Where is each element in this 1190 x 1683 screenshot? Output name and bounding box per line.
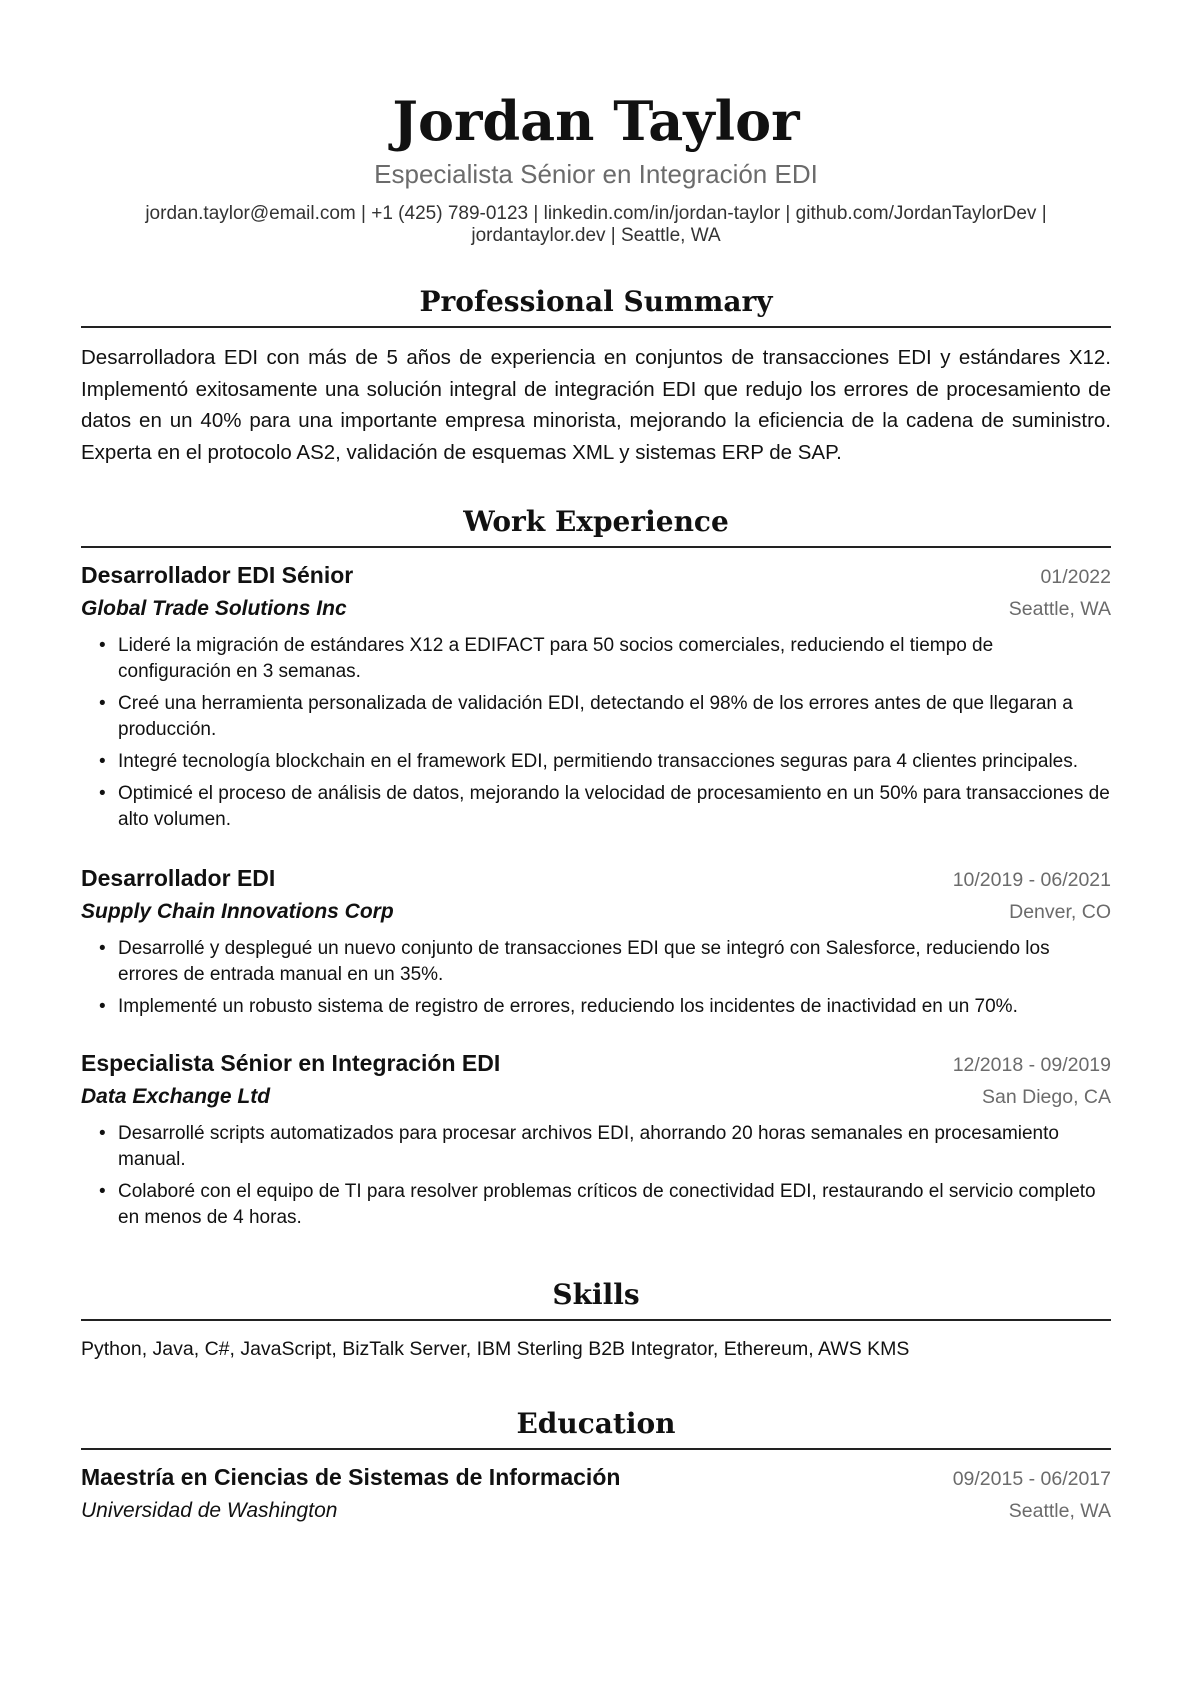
- job-bullet: • Optimicé el proceso de análisis de datos, mejorando la velocidad de procesamiento en un 50% para transacciones de alto volumen.: [118, 781, 1111, 833]
- resume-header: [81, 0, 1111, 247]
- skills-list: Python, Java, C#, JavaScript, BizTalk Server, IBM Sterling B2B Integrator, Ethereum, AWS KMS: [81, 1338, 910, 1360]
- job-bullet: • Creé una herramienta personalizada de validación EDI, detectando el 98% de los errores antes de que llegaran a producción.: [118, 691, 1111, 743]
- job-date: 01/2022: [1040, 566, 1111, 588]
- job-entry: [81, 1048, 1111, 1231]
- candidate-title: Especialista Sénior en Integración EDI: [374, 159, 818, 189]
- job-bullets: [81, 936, 1111, 1020]
- company-name: Global Trade Solutions Inc: [81, 597, 347, 620]
- job-title: Especialista Sénior en Integración EDI: [81, 1050, 501, 1076]
- job-bullet: • Lideré la migración de estándares X12 a EDIFACT para 50 socios comerciales, reduciendo el tiempo de configuración en 3 semanas.: [118, 633, 1111, 685]
- contact-info: [81, 203, 1111, 247]
- job-bullets: [81, 633, 1111, 833]
- education-section: [81, 1404, 1111, 1527]
- job-title: Desarrollador EDI: [81, 865, 276, 891]
- summary-divider: [81, 326, 1111, 328]
- experience-section: [81, 502, 1111, 1231]
- job-location: Seattle, WA: [1008, 598, 1111, 620]
- skills-section: [81, 1275, 1111, 1363]
- job-entry: [81, 560, 1111, 833]
- job-date: 10/2019 - 06/2021: [952, 869, 1111, 891]
- education-entry: [81, 1462, 1111, 1527]
- experience-heading: Work Experience: [463, 505, 729, 538]
- job-bullets: [81, 1121, 1111, 1231]
- job-title: Desarrollador EDI Sénior: [81, 562, 354, 588]
- education-location: Seattle, WA: [1008, 1500, 1111, 1522]
- job-bullet: • Desarrollé scripts automatizados para procesar archivos EDI, ahorrando 20 horas semanales en procesamiento manual.: [118, 1121, 1111, 1173]
- summary-text: Desarrolladora EDI con más de 5 años de experiencia en conjuntos de transacciones EDI y estándares X12. Implementó exitosamente una solución integral de integración EDI que redujo los errores de procesamiento de datos en un 40% para una importante empresa minorista, mejorando la eficiencia de la cadena de suministro. Experta en el protocolo AS2, validación de esquemas XML y sistemas ERP de SAP.: [81, 346, 1111, 464]
- degree-name: Maestría en Ciencias de Sistemas de Información: [81, 1464, 621, 1490]
- job-date: 12/2018 - 09/2019: [952, 1054, 1111, 1076]
- job-bullet: • Desarrollé y desplegué un nuevo conjunto de transacciones EDI que se integró con Salesforce, reduciendo los errores de entrada manual en un 35%.: [118, 936, 1111, 988]
- school-name: Universidad de Washington: [81, 1499, 338, 1522]
- contact-line-1: jordan.taylor@email.com | +1 (425) 789-0123 | linkedin.com/in/jordan-taylor | github.com/JordanTaylorDev |: [145, 203, 1047, 224]
- experience-divider: [81, 546, 1111, 548]
- job-bullet: • Colaboré con el equipo de TI para resolver problemas críticos de conectividad EDI, restaurando el servicio completo en menos de 4 horas.: [118, 1179, 1111, 1231]
- job-location: San Diego, CA: [982, 1086, 1111, 1108]
- skills-heading: Skills: [552, 1278, 640, 1311]
- contact-line-2: jordantaylor.dev | Seattle, WA: [471, 225, 721, 246]
- resume-page: [81, 0, 1111, 1527]
- education-divider: [81, 1448, 1111, 1450]
- company-name: Supply Chain Innovations Corp: [81, 900, 394, 923]
- job-location: Denver, CO: [1009, 901, 1111, 923]
- job-bullet: • Implementé un robusto sistema de registro de errores, reduciendo los incidentes de inactividad en un 70%.: [118, 994, 1111, 1020]
- education-heading: Education: [516, 1407, 676, 1440]
- skills-divider: [81, 1319, 1111, 1321]
- job-entry: [81, 863, 1111, 1020]
- education-date: 09/2015 - 06/2017: [952, 1468, 1111, 1490]
- summary-section: [81, 282, 1111, 468]
- summary-heading: Professional Summary: [419, 285, 773, 318]
- company-name: Data Exchange Ltd: [81, 1085, 271, 1108]
- candidate-name: Jordan Taylor: [392, 89, 800, 153]
- job-bullet: • Integré tecnología blockchain en el framework EDI, permitiendo transacciones seguras para 4 clientes principales.: [118, 749, 1111, 775]
